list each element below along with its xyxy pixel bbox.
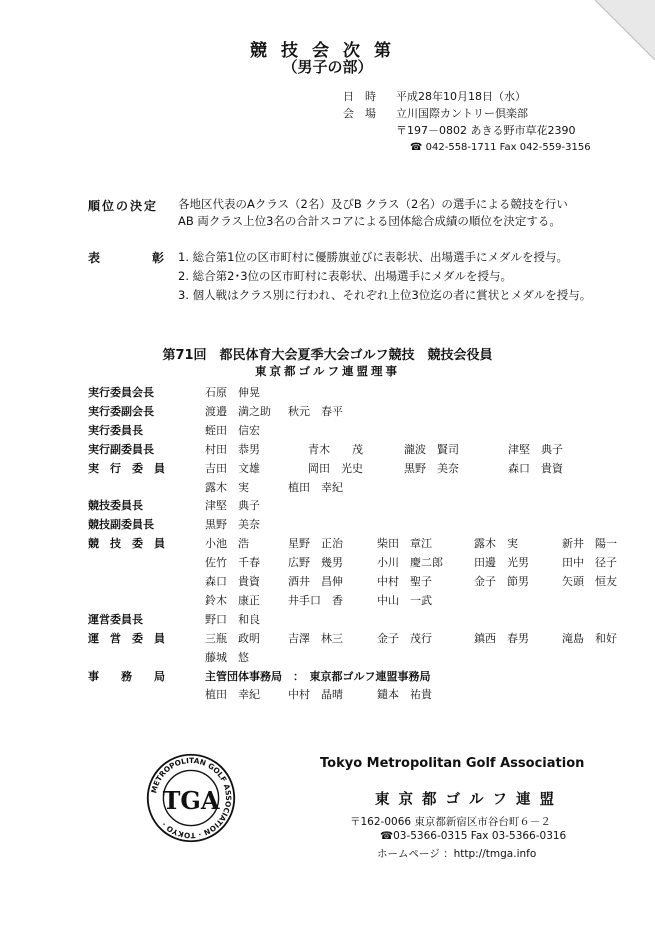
officer-name: 滝島 和好	[562, 632, 617, 645]
officer-name: 蛭田 信宏	[205, 424, 260, 437]
svg-text:METROPOLITAN GOLF ASSOCIATION: METROPOLITAN GOLF ASSOCIATION · TOKYO ·	[149, 756, 233, 841]
officer-name: 野口 和良	[205, 613, 260, 626]
officer-name: 吉田 文雄	[205, 462, 260, 475]
officer-name: 村田 恭男	[205, 443, 260, 456]
officer-name: 矢頭 恒友	[562, 575, 617, 588]
officers-subtitle: 東京都ゴルフ連盟理事	[255, 364, 400, 378]
officer-name: 露木 実	[205, 481, 249, 494]
association-address: 〒162-0066 東京都新宿区市谷台町６－２	[350, 816, 551, 828]
svg-text:TGA: TGA	[162, 787, 220, 816]
officer-name: 瀧波 賢司	[404, 443, 459, 456]
officer-name: 柴田 章江	[377, 537, 432, 550]
awards-label-a: 表	[88, 251, 103, 265]
officer-name: 露木 実	[474, 537, 518, 550]
date-label: 日 時	[343, 90, 376, 103]
officer-role: 運営委員長	[88, 613, 143, 626]
awards-line-3: 3. 個人戦はクラス別に行われ、それぞれ上位3位迄の者に賞状とメダルを授与。	[178, 288, 592, 302]
officer-name: 金子 茂行	[377, 632, 432, 645]
ranking-line-2: AB 両クラス上位3名の合計スコアによる団体総合成績の順位を決定する。	[178, 214, 561, 228]
officer-name: 黒野 美奈	[404, 462, 459, 475]
officer-name: 渡邉 満之助	[205, 405, 271, 418]
officer-name: 藤城 悠	[205, 651, 249, 664]
officer-name: 鑓本 祐貴	[377, 688, 432, 701]
officer-name: 中山 一武	[377, 594, 432, 607]
venue-label: 会 場	[343, 107, 376, 120]
ranking-line-1: 各地区代表のAクラス（2名）及びB クラス（2名）の選手による競技を行い	[178, 197, 568, 211]
awards-line-1: 1. 総合第1位の区市町村に優勝旗並びに表彰状、出場選手にメダルを授与。	[178, 250, 568, 264]
page-title: 競技会次第	[250, 41, 405, 61]
officer-name: 小川 慶二郎	[377, 556, 443, 569]
officer-name: 新井 陽一	[562, 537, 617, 550]
officer-name: 秋元 春平	[288, 405, 343, 418]
officers-title: 第71回 都民体育大会夏季大会ゴルフ競技 競技会役員	[162, 348, 493, 363]
awards-line-2: 2. 総合第2･3位の区市町村に表彰状、出場選手にメダルを授与。	[178, 269, 513, 283]
officer-name: 石原 伸晃	[205, 386, 260, 399]
officer-name: 植田 幸紀	[288, 481, 343, 494]
officer-name: 田中 径子	[562, 556, 617, 569]
officer-name: 森口 貴資	[508, 462, 563, 475]
officer-role: 実 行 委 員	[88, 462, 165, 475]
officer-name: 黒野 美奈	[205, 518, 260, 531]
officer-role: 実行委員長	[88, 424, 143, 437]
officer-name: 森口 貴資	[205, 575, 260, 588]
officer-role: 運 営 委 員	[88, 632, 165, 645]
association-phone: ☎03-5366-0315 Fax 03-5366-0316	[380, 830, 567, 842]
officer-name: 広野 幾男	[288, 556, 343, 569]
officer-role: 実行委員会長	[88, 386, 154, 399]
officer-name: 中村 聖子	[377, 575, 432, 588]
officer-role: 実行委副会長	[88, 405, 154, 418]
officer-name: 小池 浩	[205, 537, 249, 550]
venue-phone: ☎ 042-558-1711 Fax 042-559-3156	[410, 142, 591, 153]
association-name-en: Tokyo Metropolitan Golf Association	[320, 756, 585, 771]
officer-role: 競技委員長	[88, 499, 143, 512]
officer-name: 吉澤 林三	[288, 632, 343, 645]
association-name-jp: 東京都ゴルフ連盟	[375, 792, 563, 808]
officer-name: 星野 正治	[288, 537, 343, 550]
officer-name: 植田 幸紀	[205, 688, 260, 701]
date-value: 平成28年10月18日（水）	[396, 90, 526, 103]
venue-address: 〒197－0802 あきる野市草花2390	[396, 124, 576, 137]
officer-name: 井手口 香	[288, 594, 343, 607]
officer-name: 三瓶 政明	[205, 632, 260, 645]
officer-role: 事 務 局	[88, 670, 165, 683]
officer-role: 競 技 委 員	[88, 537, 165, 550]
venue-name: 立川国際カントリー倶楽部	[396, 107, 528, 120]
officer-role: 競技副委員長	[88, 518, 154, 531]
ranking-label: 順位の決定	[88, 199, 159, 213]
officer-name: 佐竹 千春	[205, 556, 260, 569]
officer-name: 主管団体事務局 ： 東京都ゴルフ連盟事務局	[205, 670, 431, 683]
officer-role: 実行副委員長	[88, 443, 154, 456]
page-subtitle: （男子の部）	[282, 58, 373, 76]
association-homepage: ホームページ ：http://tmga.info	[377, 848, 537, 860]
awards-label-b: 彰	[152, 251, 167, 265]
officer-name: 鈴木 康正	[205, 594, 260, 607]
officer-name: 酒井 昌伸	[288, 575, 343, 588]
officer-name: 津堅 典子	[205, 499, 260, 512]
officer-name: 金子 節男	[474, 575, 529, 588]
tmga-seal-logo	[145, 752, 237, 844]
officer-name: 鎮西 春男	[474, 632, 529, 645]
officer-name: 岡田 光史	[308, 462, 363, 475]
officer-name: 青木 茂	[308, 443, 363, 456]
officer-name: 津堅 典子	[508, 443, 563, 456]
officer-name: 田邊 光男	[474, 556, 529, 569]
officer-name: 中村 晶晴	[288, 688, 343, 701]
